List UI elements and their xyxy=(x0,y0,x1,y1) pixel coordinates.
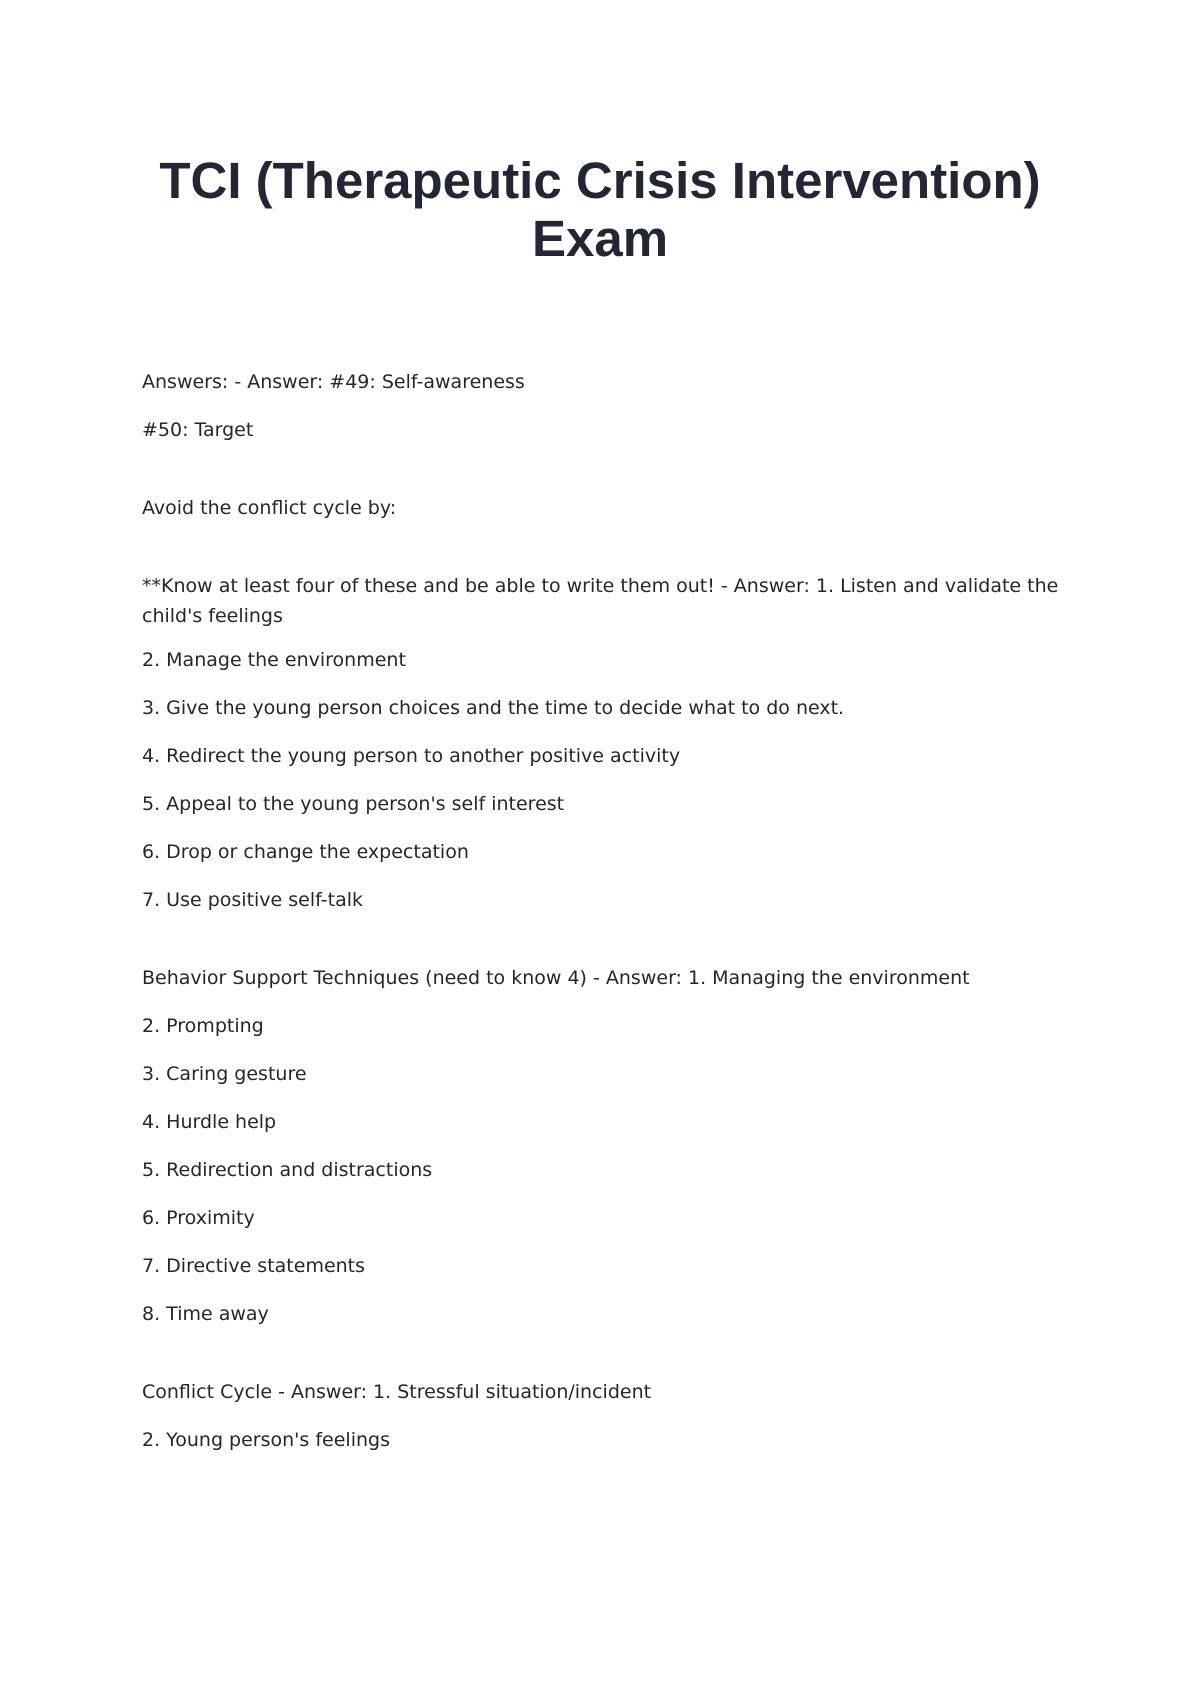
document-body xyxy=(142,367,1062,1473)
conflict-question: Conflict Cycle - Answer: 1. Stressful situation/incident xyxy=(142,1381,652,1403)
document-title xyxy=(150,152,1050,268)
list-item: 7. Use positive self-talk xyxy=(142,889,364,911)
list-item: 4. Hurdle help xyxy=(142,1111,277,1133)
list-item: 2. Young person's feelings xyxy=(142,1429,390,1451)
list-item: 5. Appeal to the young person's self interest xyxy=(142,793,565,815)
list-item: 8. Time away xyxy=(142,1303,269,1325)
title-line-1: TCI (Therapeutic Crisis Intervention) xyxy=(159,152,1041,209)
behavior-question: Behavior Support Techniques (need to know 4) - Answer: 1. Managing the environment xyxy=(142,967,970,989)
avoid-heading: Avoid the conflict cycle by: xyxy=(142,497,397,519)
list-item: 6. Proximity xyxy=(142,1207,255,1229)
answers-line: Answers: - Answer: #49: Self-awareness xyxy=(142,371,525,393)
list-item: 3. Caring gesture xyxy=(142,1063,307,1085)
list-item: 7. Directive statements xyxy=(142,1255,366,1277)
list-item: 2. Prompting xyxy=(142,1015,264,1037)
list-item: 3. Give the young person choices and the time to decide what to do next. xyxy=(142,697,845,719)
list-item: 5. Redirection and distractions xyxy=(142,1159,433,1181)
target-line: #50: Target xyxy=(142,419,254,441)
list-item: 2. Manage the environment xyxy=(142,649,406,671)
avoid-question: **Know at least four of these and be able to write them out! - Answer: 1. Listen and validate the child's feelings xyxy=(142,575,1059,627)
list-item: 4. Redirect the young person to another positive activity xyxy=(142,745,681,767)
list-item: 6. Drop or change the expectation xyxy=(142,841,469,863)
title-line-2: Exam xyxy=(531,210,669,267)
